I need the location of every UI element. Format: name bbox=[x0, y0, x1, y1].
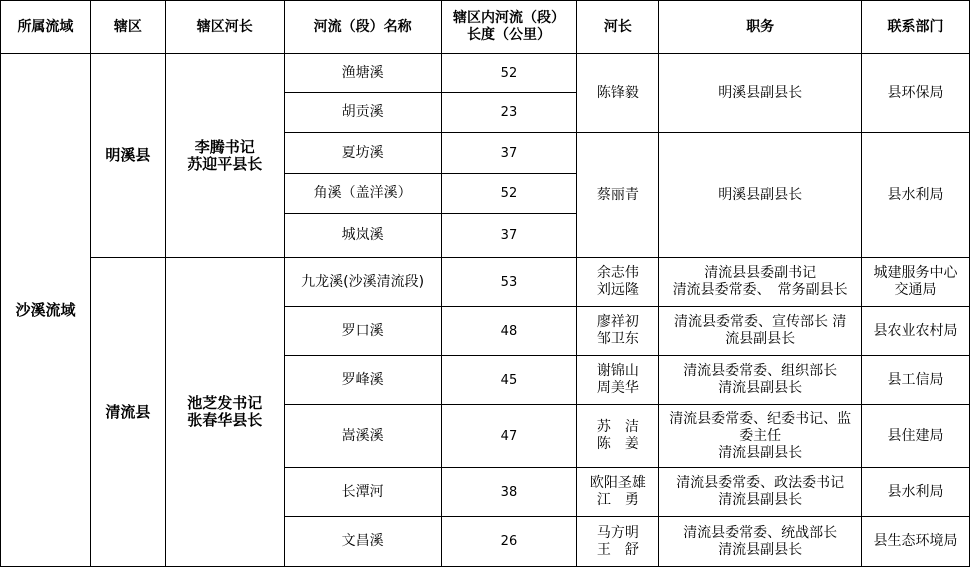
river-name-cell: 长潭河 bbox=[284, 468, 441, 517]
column-header-line: 辖区内河流（段） bbox=[452, 10, 565, 26]
county-cell: 明溪县 bbox=[90, 54, 165, 258]
column-header: 联系部门 bbox=[862, 1, 970, 54]
department-line: 县水利局 bbox=[887, 483, 944, 500]
river-length-cell: 38 bbox=[441, 468, 577, 517]
river-chief-line: 陈 姜 bbox=[596, 436, 639, 452]
county-cell: 清流县 bbox=[90, 258, 165, 567]
river-chief-line: 江 勇 bbox=[596, 492, 639, 508]
position-cell bbox=[659, 258, 862, 307]
department-line: 县农业农村局 bbox=[873, 322, 958, 339]
river-length-cell: 45 bbox=[441, 356, 577, 405]
position-line: 清流县委常委、宣传部长 清 bbox=[673, 314, 847, 330]
header-row bbox=[1, 1, 970, 54]
county-chief-line: 池芝发书记 bbox=[187, 394, 263, 412]
river-length-cell: 47 bbox=[441, 405, 577, 468]
county-chief-line: 李腾书记 bbox=[194, 137, 255, 156]
river-length-cell: 52 bbox=[441, 174, 577, 214]
river-length-cell: 53 bbox=[441, 258, 577, 307]
river-name-cell: 罗峰溪 bbox=[284, 356, 441, 405]
department-cell bbox=[862, 405, 970, 468]
position-cell bbox=[659, 133, 862, 258]
table-row bbox=[1, 54, 970, 93]
county-chief-cell bbox=[165, 258, 284, 567]
river-name-cell: 罗口溪 bbox=[284, 307, 441, 356]
river-chief-cell bbox=[577, 54, 659, 133]
column-header bbox=[441, 1, 577, 54]
river-chief-line: 邹卫东 bbox=[596, 331, 639, 347]
river-chief-cell bbox=[577, 307, 659, 356]
position-cell bbox=[659, 307, 862, 356]
department-line: 县生态环境局 bbox=[873, 533, 958, 549]
river-chief-line: 谢锦山 bbox=[596, 363, 639, 379]
river-chief-line: 蔡丽青 bbox=[596, 186, 639, 203]
position-cell bbox=[659, 356, 862, 405]
county-chief-line: 张春华县长 bbox=[187, 411, 263, 429]
river-length-cell: 37 bbox=[441, 133, 577, 174]
position-cell bbox=[659, 405, 862, 468]
river-chief-line: 陈锋毅 bbox=[596, 84, 639, 101]
table-row bbox=[1, 258, 970, 307]
column-header-line: 长度（公里） bbox=[466, 27, 551, 43]
department-line: 县工信局 bbox=[887, 371, 944, 388]
position-line: 清流县县委副书记 bbox=[704, 265, 817, 281]
river-name-cell: 角溪（盖洋溪） bbox=[284, 174, 441, 214]
river-length-cell: 23 bbox=[441, 93, 577, 133]
department-line: 县环保局 bbox=[887, 84, 944, 101]
river-name-cell: 胡贡溪 bbox=[284, 93, 441, 133]
column-header: 职务 bbox=[659, 1, 862, 54]
department-cell bbox=[862, 133, 970, 258]
position-cell bbox=[659, 517, 862, 567]
county-chief-cell bbox=[165, 54, 284, 258]
river-chief-cell bbox=[577, 356, 659, 405]
position-line: 清流县委常委、纪委书记、监 bbox=[669, 410, 852, 427]
department-line: 交通局 bbox=[894, 282, 937, 298]
position-line: 流县副县长 bbox=[725, 331, 796, 347]
river-chief-line: 余志伟 bbox=[596, 265, 639, 281]
department-cell bbox=[862, 258, 970, 307]
position-line: 明溪县副县长 bbox=[718, 186, 803, 203]
river-chief-line: 欧阳圣雄 bbox=[589, 475, 646, 491]
river-chief-line: 苏 洁 bbox=[596, 419, 639, 435]
column-header: 辖区河长 bbox=[165, 1, 284, 54]
column-header: 辖区 bbox=[90, 1, 165, 54]
river-chief-line: 刘远隆 bbox=[596, 282, 639, 298]
river-chief-cell bbox=[577, 258, 659, 307]
river-length-cell: 37 bbox=[441, 214, 577, 258]
river-chief-line: 周美华 bbox=[596, 380, 639, 396]
river-chief-line: 马方明 bbox=[596, 524, 639, 541]
department-cell bbox=[862, 468, 970, 517]
position-line: 清流县副县长 bbox=[718, 492, 803, 508]
department-cell bbox=[862, 356, 970, 405]
river-chief-cell bbox=[577, 405, 659, 468]
river-length-cell: 26 bbox=[441, 517, 577, 567]
position-cell bbox=[659, 54, 862, 133]
river-chief-line: 廖祥初 bbox=[596, 314, 639, 330]
river-name-cell: 文昌溪 bbox=[284, 517, 441, 567]
position-cell bbox=[659, 468, 862, 517]
river-name-cell: 渔塘溪 bbox=[284, 54, 441, 93]
river-chief-line: 王 舒 bbox=[596, 541, 639, 558]
position-line: 清流县委常委、政法委书记 bbox=[676, 475, 845, 491]
river-chief-cell bbox=[577, 468, 659, 517]
river-chief-cell bbox=[577, 517, 659, 567]
department-cell bbox=[862, 517, 970, 567]
river-name-cell: 嵩溪溪 bbox=[284, 405, 441, 468]
column-header: 河流（段）名称 bbox=[284, 1, 441, 54]
position-line: 清流县副县长 bbox=[718, 541, 803, 558]
position-line: 明溪县副县长 bbox=[718, 84, 803, 101]
department-cell bbox=[862, 54, 970, 133]
river-name-cell: 城岚溪 bbox=[284, 214, 441, 258]
department-cell bbox=[862, 307, 970, 356]
position-line: 清流县副县长 bbox=[718, 380, 803, 396]
column-header: 河长 bbox=[577, 1, 659, 54]
department-line: 县水利局 bbox=[887, 186, 944, 203]
river-length-cell: 52 bbox=[441, 54, 577, 93]
river-name-cell: 九龙溪(沙溪清流段) bbox=[284, 258, 441, 307]
county-chief-line: 苏迎平县长 bbox=[187, 154, 263, 173]
basin-cell: 沙溪流域 bbox=[1, 54, 91, 567]
river-name-cell: 夏坊溪 bbox=[284, 133, 441, 174]
department-line: 城建服务中心 bbox=[873, 265, 958, 281]
position-line: 清流县委常委、统战部长 bbox=[683, 524, 838, 541]
position-line: 清流县副县长 bbox=[718, 444, 803, 461]
position-line: 委主任 bbox=[739, 427, 782, 444]
column-header: 所属流域 bbox=[1, 1, 91, 54]
department-line: 县住建局 bbox=[887, 427, 944, 444]
river-chief-cell bbox=[577, 133, 659, 258]
position-line: 清流县委常委、组织部长 bbox=[683, 363, 838, 379]
river-length-cell: 48 bbox=[441, 307, 577, 356]
position-line: 清流县委常委、 常务副县长 bbox=[672, 282, 848, 298]
